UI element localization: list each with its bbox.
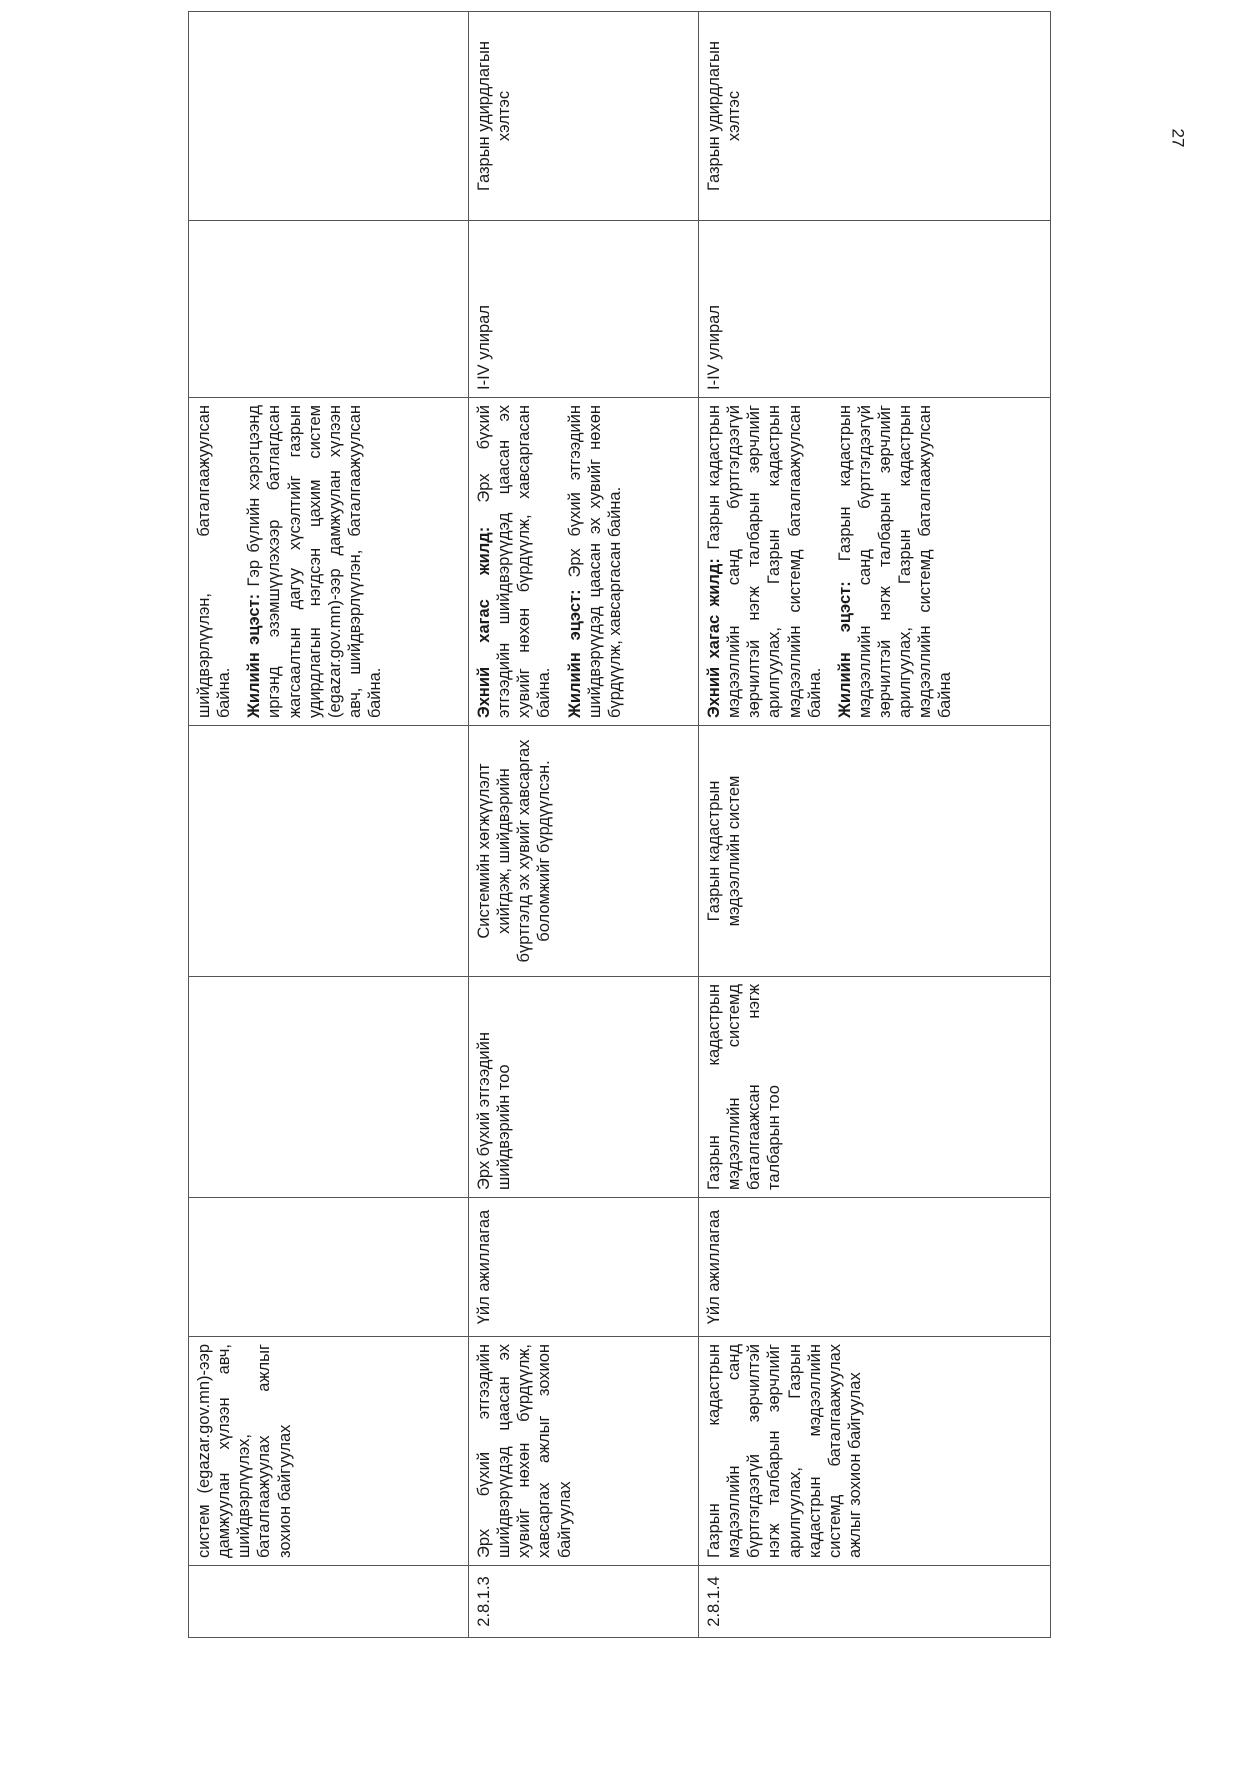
indicator-cell: Эрх бүхий этгээдийн шийдвэрийн тоо bbox=[469, 977, 699, 1198]
table-row bbox=[699, 12, 1051, 1638]
type-cell: Үйл ажиллагаа bbox=[469, 1198, 699, 1337]
target-label: Эхний хагас жилд: bbox=[475, 526, 493, 718]
target-text: Эрх бүхий этгээдийн шийдвэрүүдэд цаасан эх хувийг нөхөн бүрдүүлж, хавсаргасан байна. bbox=[475, 405, 554, 718]
target-paragraph bbox=[704, 405, 825, 718]
indicator-cell: Газрын кадастрын мэдээллийн системд баталгаажсан нэгж талбарын тоо bbox=[699, 977, 1051, 1198]
type-cell bbox=[189, 1198, 469, 1337]
activity-cell: Эрх бүхий этгээдийн шийдвэрүүдэд цаасан эх хувийг нөхөн бүрдүүлж, хавсаргах ажлыг зохион байгуулах bbox=[469, 1337, 699, 1566]
table-row bbox=[189, 12, 469, 1638]
target-label: Жилийн эцэст: bbox=[835, 581, 854, 718]
type-cell: Үйл ажиллагаа bbox=[699, 1198, 1051, 1337]
timeline-cell bbox=[189, 221, 469, 398]
row-number: 2.8.1.4 bbox=[699, 1566, 1051, 1638]
baseline-cell: Газрын кадастрын мэдээллийн систем bbox=[699, 726, 1051, 977]
row-number bbox=[189, 1566, 469, 1638]
target-text: Эрх бүхий этгээдийн шийдвэрүүдэд цаасан эх хувийг нөхөн бүрдүүлж, хавсаргасан байна. bbox=[565, 405, 624, 718]
target-label: Эхний хагас жилд: bbox=[705, 558, 723, 718]
target-text: Гэр бүлийн хэрэгцээнд иргэнд эзэмшүүлэхээр батлагдсан жагсаалтын дагуу хүсэлтийг газрын удирдлагын нэгдсэн цахим систем (egazar.gov.mn)-ээр дамжуулан хүлээн авч, шийдвэрлүүлэн, баталгаажуулсан байна. bbox=[245, 404, 384, 718]
action-plan-table bbox=[188, 11, 1051, 1638]
activity-cell: Газрын кадастрын мэдээллийн санд бүртгэгдээгүй зөрчилтэй нэгж талбарын зөрчлийг арилгуулах, Газрын кадастрын мэдээллийн системд баталгаажуулах ажлыг зохион байгуулах bbox=[699, 1337, 1051, 1566]
row-number: 2.8.1.3 bbox=[469, 1566, 699, 1638]
responsible-cell: Газрын удирдлагын хэлтэс bbox=[699, 12, 1051, 221]
target-continuation: шийдвэрлүүлэн, баталгаажуулсан байна. bbox=[195, 405, 234, 718]
timeline-cell: I-IV улирал bbox=[469, 221, 699, 398]
timeline-cell: I-IV улирал bbox=[699, 221, 1051, 398]
responsible-cell: Газрын удирдлагын хэлтэс bbox=[469, 12, 699, 221]
target-text: Газрын кадастрын мэдээллийн санд бүртгэгдээгүй зөрчилтэй нэгж талбарын зөрчлийг арилгуулах, Газрын кадастрын мэдээллийн системд баталгаажуулсан байна bbox=[835, 405, 955, 718]
page-number: 27 bbox=[1168, 128, 1188, 148]
table-row bbox=[469, 12, 699, 1638]
baseline-cell: Системийн хөгжүүлэлт хийгдэж, шийдвэрийн бүртгэлд эх хувийг хавсаргах боломжийг бүрдүүлсэн. bbox=[469, 726, 699, 977]
target-cell bbox=[469, 398, 699, 726]
activity-cell: систем (egazar.gov.mn)-ээр дамжуулан хүлээн авч, шийдвэрлүүлэх, баталгаажуулах ажлыг зохион байгуулах bbox=[189, 1337, 469, 1566]
target-paragraph bbox=[474, 405, 555, 718]
rotated-table-wrapper bbox=[188, 40, 1050, 1638]
target-cell bbox=[189, 398, 469, 726]
target-cell bbox=[699, 398, 1051, 726]
baseline-cell bbox=[189, 726, 469, 977]
target-paragraph bbox=[565, 405, 625, 718]
indicator-cell bbox=[189, 977, 469, 1198]
target-label: Жилийн эцэст: bbox=[245, 593, 264, 718]
target-label: Жилийн эцэст: bbox=[565, 589, 584, 718]
target-paragraph bbox=[244, 405, 385, 718]
target-text: Газрын кадастрын мэдээллийн санд бүртгэгдээгүй зөрчилтэй нэгж талбарын зөрчлийг арилгуулах, Газрын кадастрын мэдээллийн системд баталгаажуулсан байна. bbox=[705, 405, 824, 718]
target-paragraph bbox=[835, 405, 956, 718]
responsible-cell bbox=[189, 12, 469, 221]
